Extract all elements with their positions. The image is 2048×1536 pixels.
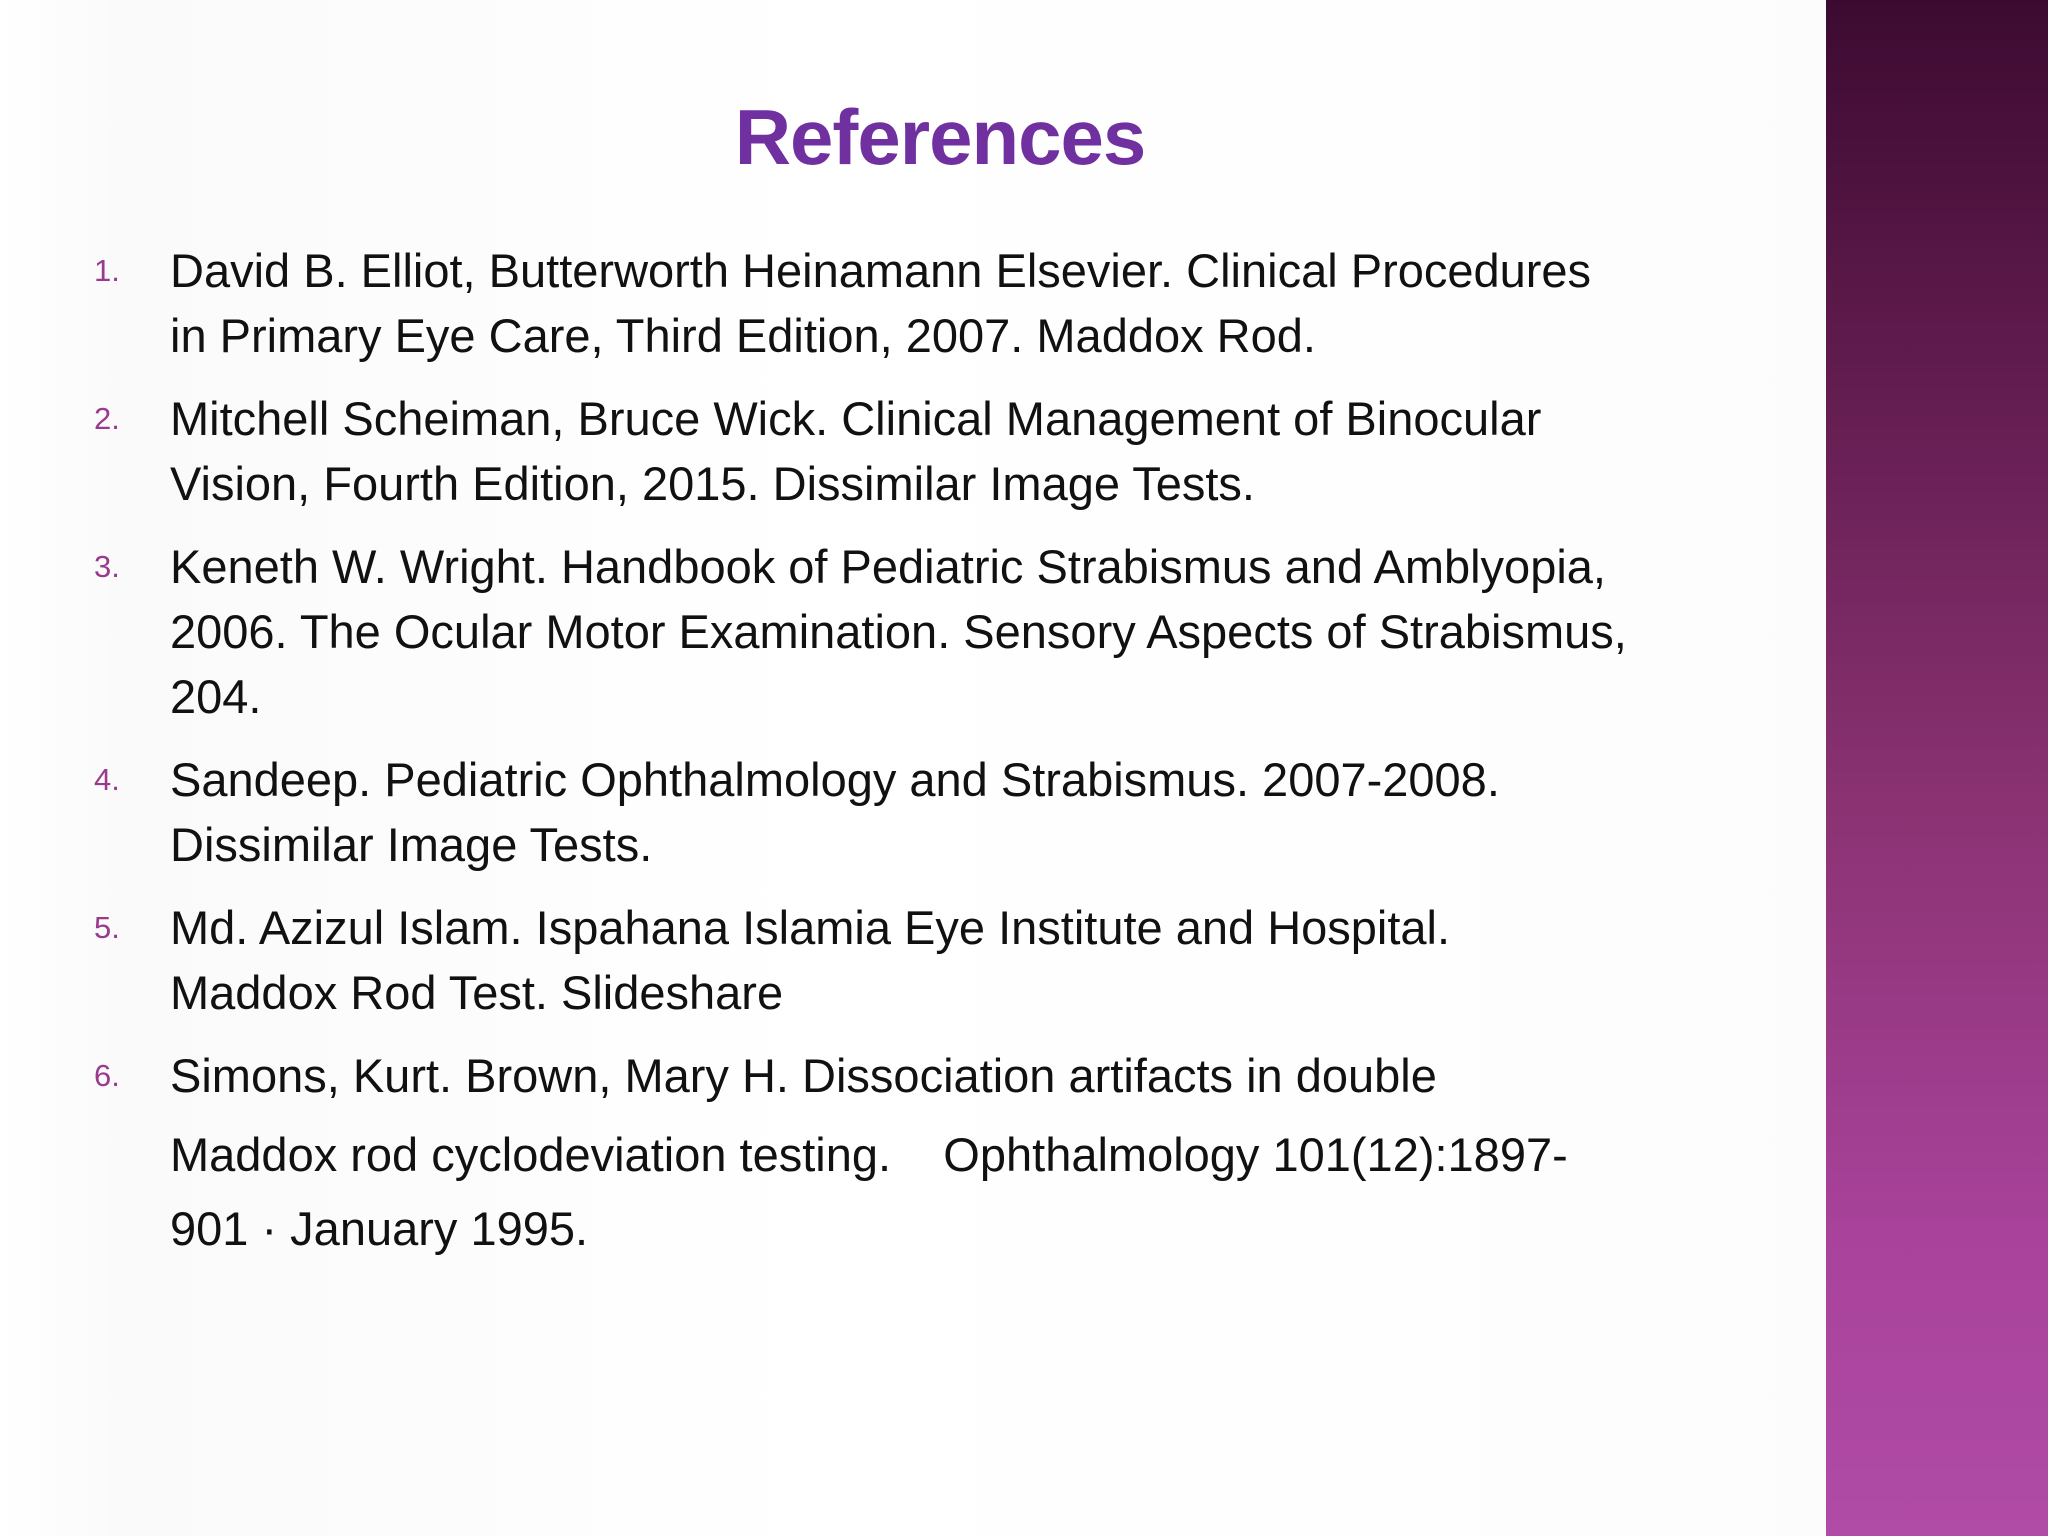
reference-text-line: Maddox rod cyclodeviation testing. Ophthalmology 101(12):1897- [170, 1128, 1568, 1181]
reference-text-line: 204. [170, 670, 262, 723]
reference-item-2 [0, 386, 1826, 516]
reference-item-1 [0, 238, 1826, 368]
reference-text-line: Md. Azizul Islam. Ispahana Islamia Eye Institute and Hospital. [170, 901, 1451, 954]
reference-item-6 [0, 1043, 1826, 1266]
reference-text-line: 901 · January 1995. [170, 1202, 589, 1255]
slide-title: References [734, 93, 1146, 181]
reference-item-4 [0, 747, 1826, 877]
reference-text-line: Sandeep. Pediatric Ophthalmology and Strabismus. 2007-2008. [170, 753, 1500, 806]
reference-number: 2. [94, 401, 120, 436]
reference-text-line: 2006. The Ocular Motor Examination. Sensory Aspects of Strabismus, [170, 605, 1627, 658]
reference-number: 3. [94, 549, 120, 584]
reference-number: 5. [94, 910, 120, 945]
reference-text-line: Dissimilar Image Tests. [170, 818, 653, 871]
reference-item-5 [0, 895, 1826, 1025]
reference-text-line: Mitchell Scheiman, Bruce Wick. Clinical Management of Binocular [170, 392, 1542, 445]
reference-text-line: in Primary Eye Care, Third Edition, 2007. Maddox Rod. [170, 309, 1316, 362]
reference-list [0, 238, 1826, 1284]
reference-text-line: David B. Elliot, Butterworth Heinamann Elsevier. Clinical Procedures [170, 244, 1592, 297]
reference-text-line: Keneth W. Wright. Handbook of Pediatric Strabismus and Amblyopia, [170, 540, 1606, 593]
reference-number: 6. [94, 1058, 120, 1093]
reference-text-line: Simons, Kurt. Brown, Mary H. Dissociation artifacts in double [170, 1049, 1437, 1102]
reference-text-line: Vision, Fourth Edition, 2015. Dissimilar Image Tests. [170, 457, 1255, 510]
reference-number: 1. [94, 253, 120, 288]
reference-number: 4. [94, 762, 120, 797]
reference-item-3 [0, 534, 1826, 729]
decorative-side-bar [1826, 0, 2048, 1536]
reference-text-line: Maddox Rod Test. Slideshare [170, 966, 784, 1019]
